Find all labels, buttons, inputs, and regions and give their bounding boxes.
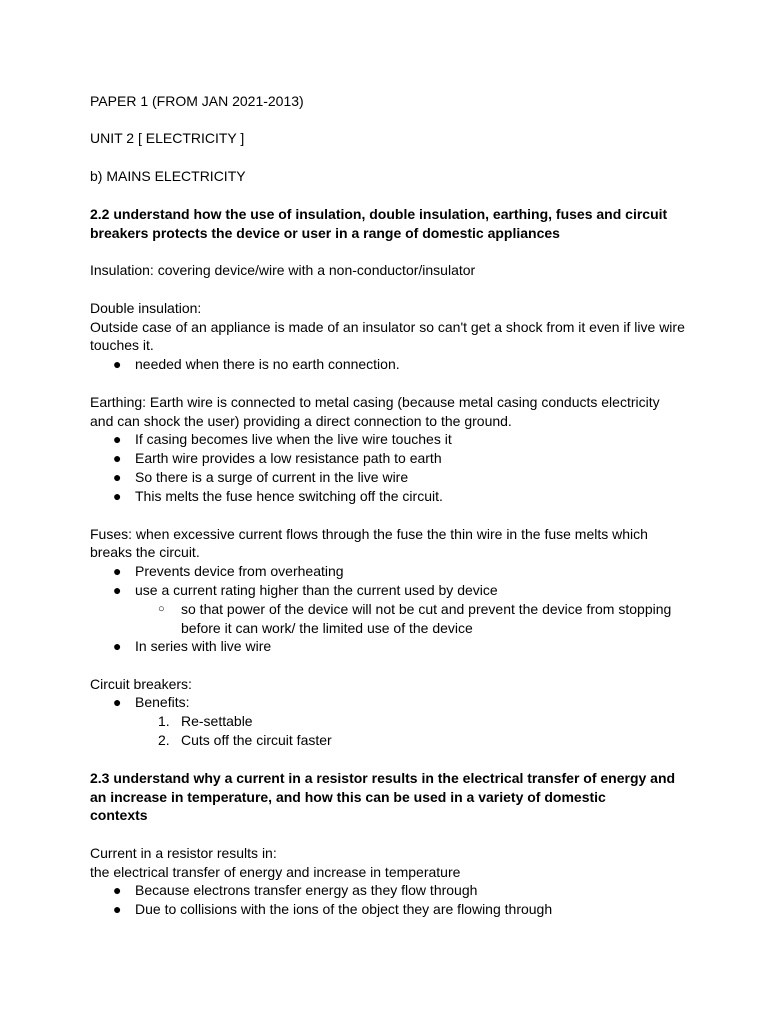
sub-list-item-line1: so that power of the device will not be cut and prevent the device from stopping: [181, 601, 672, 617]
current-text-line1: Current in a resistor results in:: [90, 845, 277, 861]
section-title: b) MAINS ELECTRICITY: [90, 168, 246, 184]
paper-title: PAPER 1 (FROM JAN 2021-2013): [90, 93, 304, 109]
spec-heading-2-2-line2: breakers protects the device or user in a range of domestic appliances: [90, 225, 560, 241]
bullet-icon: ●: [113, 638, 122, 654]
bullet-icon: ●: [113, 488, 122, 504]
fuses-text-line2: breaks the circuit.: [90, 544, 200, 560]
double-insulation-text-line2: touches it.: [90, 337, 154, 353]
spec-heading-2-3-line2: an increase in temperature, and how this can be used in a variety of domestic: [90, 789, 606, 805]
numbered-list-marker: 1.: [158, 713, 170, 729]
bullet-icon: ●: [113, 469, 122, 485]
bullet-icon: ●: [113, 563, 122, 579]
spec-heading-2-3-line3: contexts: [90, 807, 148, 823]
bullet-icon: ●: [113, 450, 122, 466]
insulation-definition: Insulation: covering device/wire with a non-conductor/insulator: [90, 262, 476, 278]
list-item: Earth wire provides a low resistance path to earth: [135, 450, 442, 466]
list-item: Due to collisions with the ions of the object they are flowing through: [135, 901, 553, 917]
bullet-icon: ●: [113, 901, 122, 917]
double-insulation-title: Double insulation:: [90, 300, 202, 316]
list-item: In series with live wire: [135, 638, 272, 654]
current-text-line2: the electrical transfer of energy and increase in temperature: [90, 864, 461, 880]
circuit-breakers-title: Circuit breakers:: [90, 676, 192, 692]
list-item: needed when there is no earth connection.: [135, 356, 400, 372]
list-item: Because electrons transfer energy as they flow through: [135, 882, 478, 898]
list-item: If casing becomes live when the live wire touches it: [135, 431, 452, 447]
bullet-icon: ●: [113, 882, 122, 898]
bullet-icon: ●: [113, 356, 122, 372]
list-item: This melts the fuse hence switching off the circuit.: [135, 488, 443, 504]
unit-title: UNIT 2 [ ELECTRICITY ]: [90, 130, 245, 146]
numbered-list-item: Cuts off the circuit faster: [181, 732, 332, 748]
bullet-icon: ●: [113, 431, 122, 447]
list-item: Prevents device from overheating: [135, 563, 344, 579]
sub-list-item-line2: before it can work/ the limited use of the device: [181, 620, 473, 636]
spec-heading-2-3-line1: 2.3 understand why a current in a resistor results in the electrical transfer of energy and: [90, 770, 676, 786]
sub-bullet-icon: ○: [158, 603, 165, 615]
numbered-list-item: Re-settable: [181, 713, 253, 729]
double-insulation-text-line1: Outside case of an appliance is made of an insulator so can't get a shock from it even if live wire: [90, 319, 685, 335]
list-item: Benefits:: [135, 694, 190, 710]
bullet-icon: ●: [113, 694, 122, 710]
fuses-text-line1: Fuses: when excessive current flows through the fuse the thin wire in the fuse melts which: [90, 526, 648, 542]
earthing-text-line2: and can shock the user) providing a direct connection to the ground.: [90, 413, 512, 429]
earthing-text-line1: Earthing: Earth wire is connected to metal casing (because metal casing conducts electricity: [90, 394, 660, 410]
bullet-icon: ●: [113, 582, 122, 598]
list-item: So there is a surge of current in the live wire: [135, 469, 409, 485]
spec-heading-2-2-line1: 2.2 understand how the use of insulation, double insulation, earthing, fuses and circuit: [90, 206, 668, 222]
list-item: use a current rating higher than the current used by device: [135, 582, 498, 598]
numbered-list-marker: 2.: [158, 732, 170, 748]
